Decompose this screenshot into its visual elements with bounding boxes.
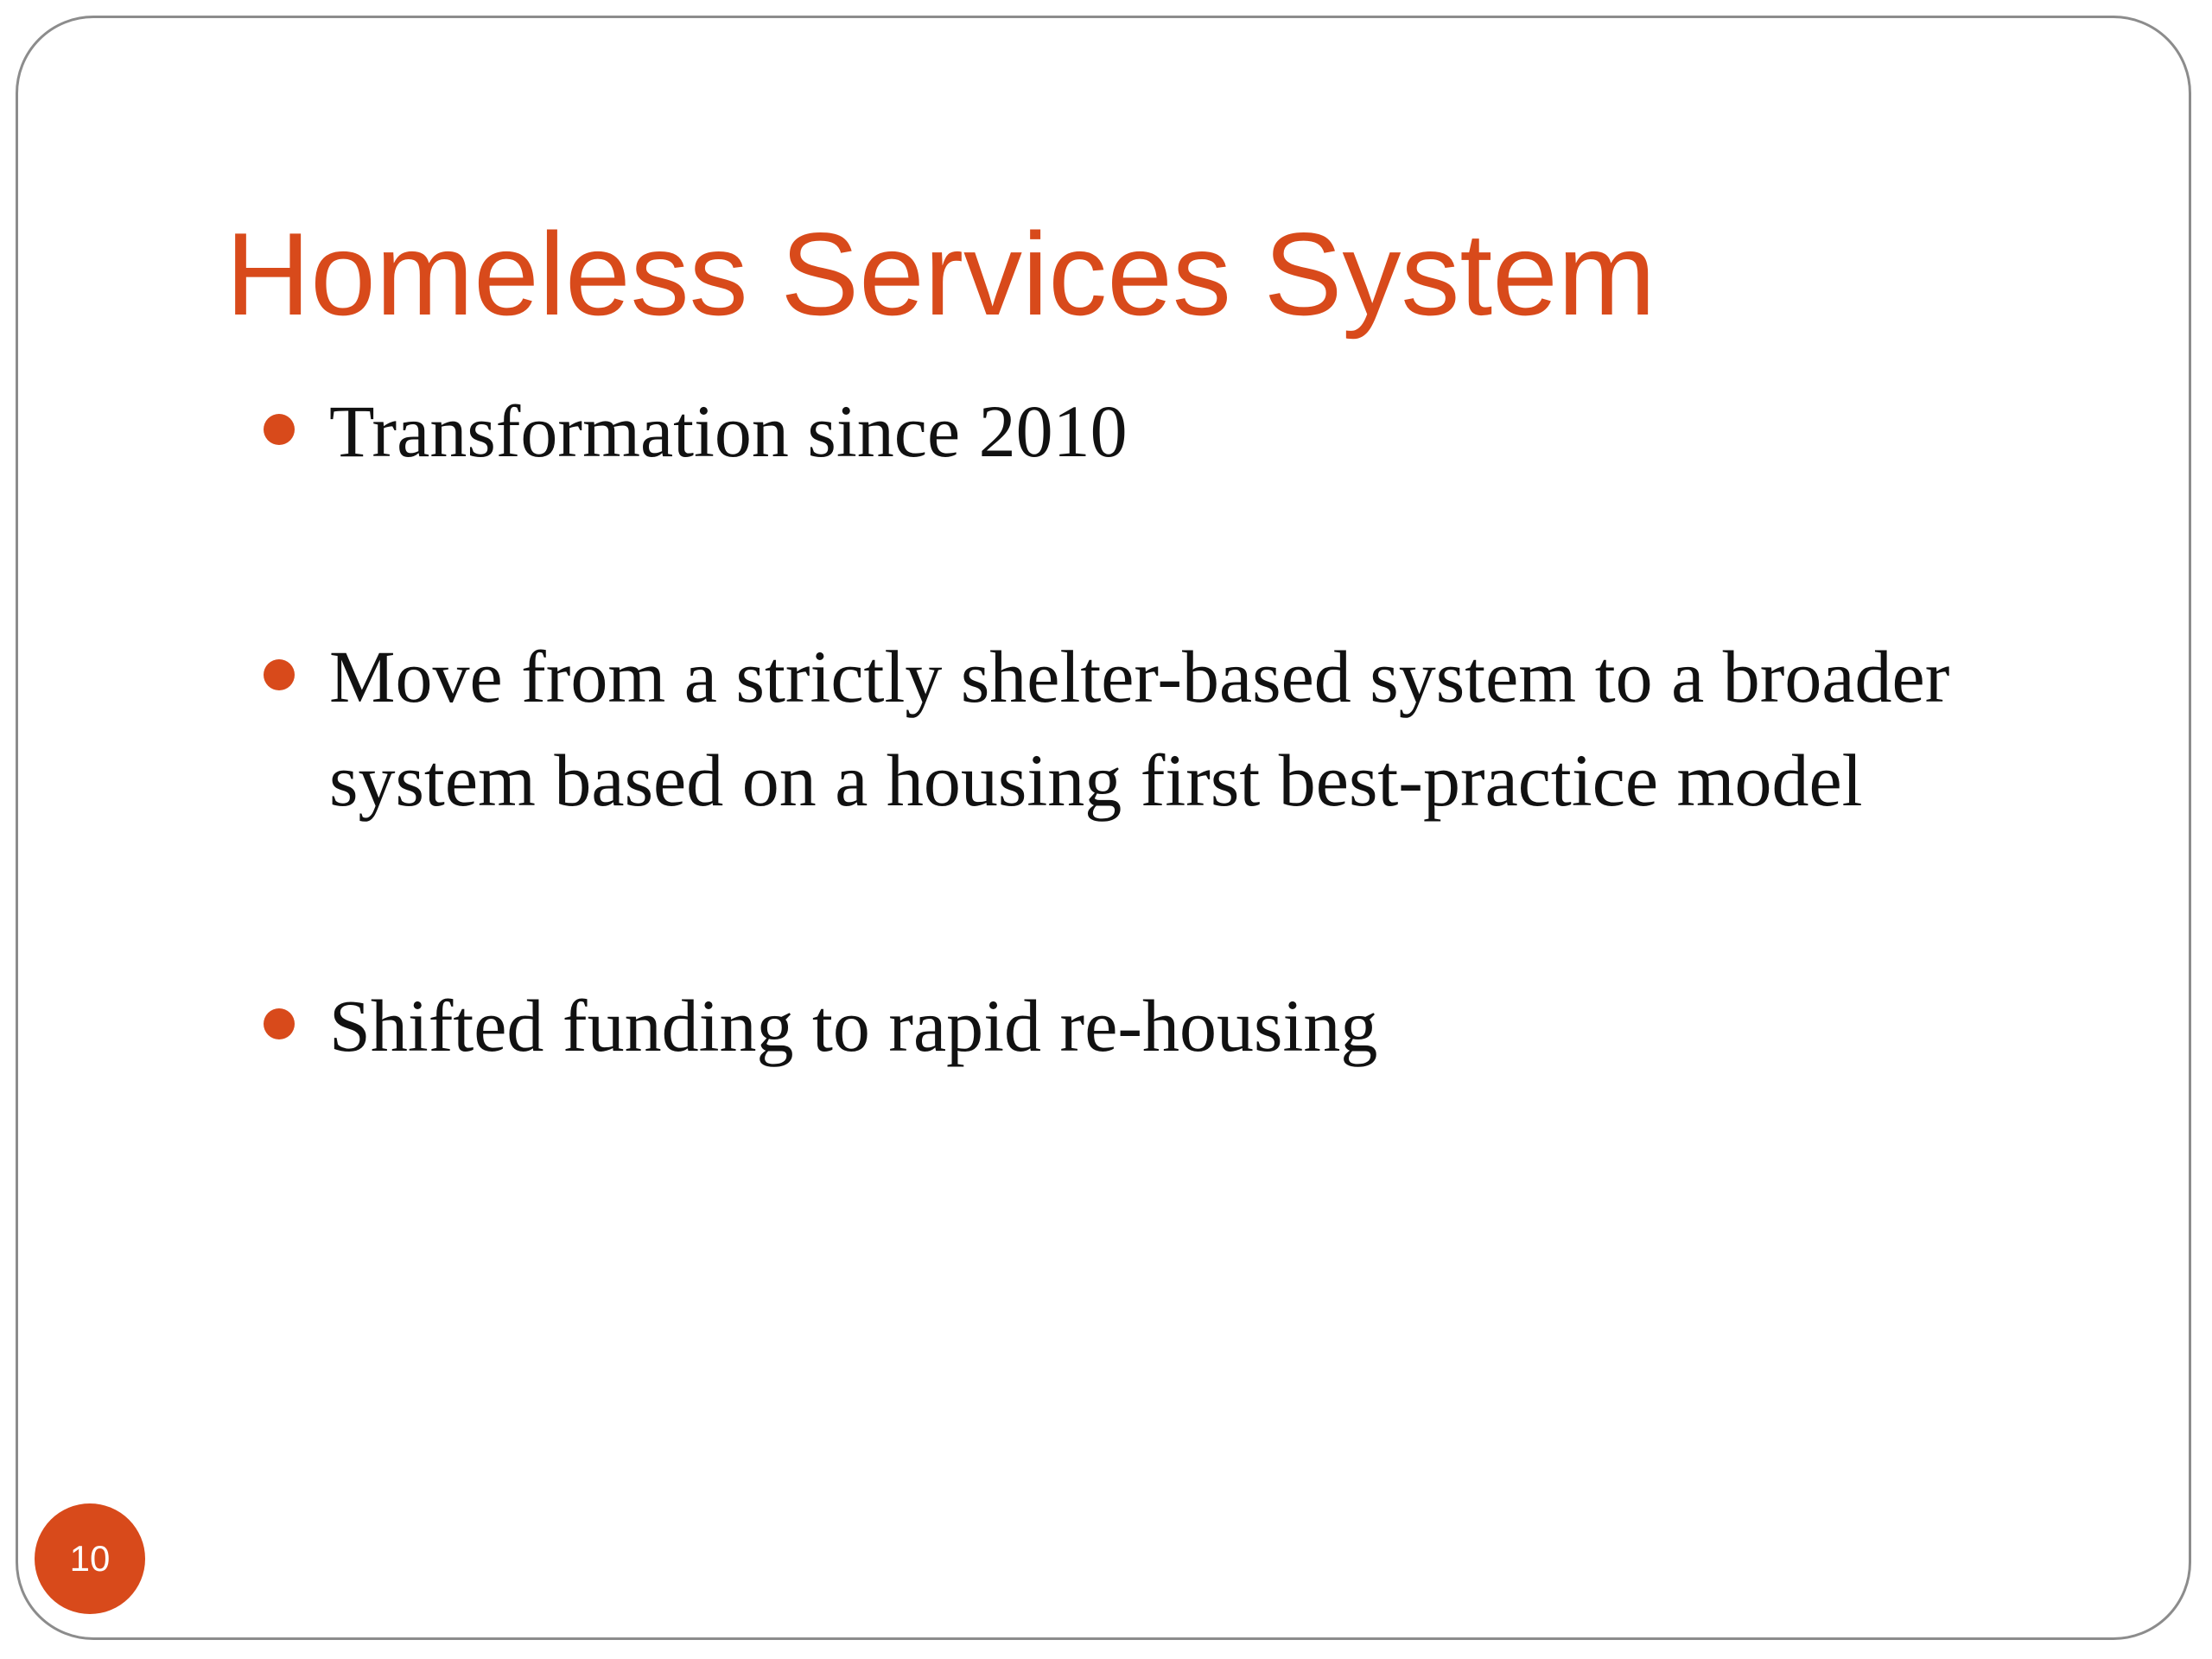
bullet-item xyxy=(260,974,2057,1077)
bullet-list xyxy=(260,379,2057,1077)
page-number: 10 xyxy=(69,1538,111,1579)
bullet-dot-icon xyxy=(264,1008,295,1039)
bullet-item xyxy=(260,625,2057,832)
bullet-item xyxy=(260,379,2057,483)
slide-title: Homeless Services System xyxy=(226,208,1656,340)
bullet-dot-icon xyxy=(264,414,295,445)
slide-frame xyxy=(16,16,2191,1640)
bullet-dot-icon xyxy=(264,659,295,690)
bullet-text: Move from a strictly shelter-based system to a broader system based on a housing first best-practice model xyxy=(329,635,1950,822)
bullet-text: Transformation since 2010 xyxy=(329,390,1128,473)
page-number-badge xyxy=(35,1503,145,1614)
bullet-text: Shifted funding to rapid re-housing xyxy=(329,984,1378,1067)
